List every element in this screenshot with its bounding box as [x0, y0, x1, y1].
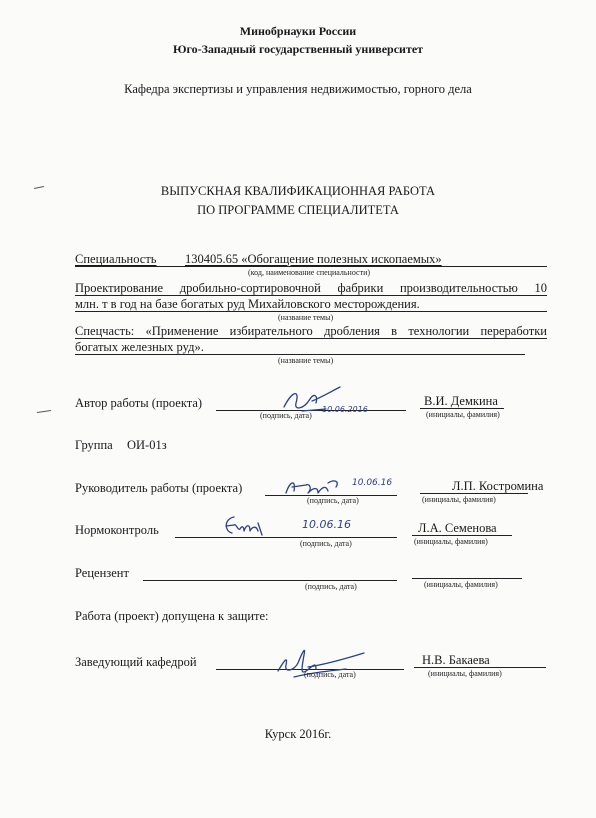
author-sign-caption: (подпись, дата)	[260, 411, 312, 420]
special-part-line2: богатых железных руд».	[75, 340, 204, 354]
normcontrol-label: Нормоконтроль	[75, 523, 159, 537]
group-value: ОИ-01з	[127, 438, 167, 452]
topic-line2: млн. т в год на базе богатых руд Михайловского месторождения.	[75, 297, 420, 311]
department-name: Кафедра экспертизы и управления недвижимостью, горного дела	[124, 82, 472, 96]
supervisor-name: Л.П. Костромина	[452, 479, 544, 493]
ministry-name: Минобрнауки России	[239, 24, 357, 38]
reviewer-signature-line	[143, 580, 397, 581]
head-name-caption: (инициалы, фамилия)	[428, 669, 502, 678]
normcontrol-name-underline	[412, 535, 512, 536]
author-date: 10.06.2016	[322, 405, 368, 414]
author-name-underline	[420, 408, 504, 409]
scan-artifact-mark	[37, 410, 51, 413]
special-part-caption: (название темы)	[278, 356, 334, 365]
document-title-line2: ПО ПРОГРАММЕ СПЕЦИАЛИТЕТА	[197, 203, 399, 217]
specialty-label: Специальность	[75, 252, 157, 266]
supervisor-name-caption: (инициалы, фамилия)	[422, 495, 496, 504]
special-part-underline-1	[75, 338, 547, 339]
head-name: Н.В. Бакаева	[422, 653, 490, 667]
document-title-line1: ВЫПУСКНАЯ КВАЛИФИКАЦИОННАЯ РАБОТА	[160, 184, 436, 198]
head-sign-caption: (подпись, дата)	[304, 670, 356, 679]
admission-text: Работа (проект) допущена к защите:	[75, 609, 269, 623]
topic-caption: (название темы)	[278, 313, 334, 322]
reviewer-name-line	[412, 578, 522, 579]
special-part-line1: Спецчасть: «Применение избирательного дробления в технологии переработки	[75, 324, 547, 338]
normcontrol-name-caption: (инициалы, фамилия)	[414, 537, 488, 546]
university-name: Юго-Западный государственный университет	[172, 42, 424, 56]
topic-underline-1	[75, 295, 547, 296]
specialty-value: 130405.65 «Обогащение полезных ископаемых»	[185, 252, 442, 266]
normcontrol-date: 10.06.16	[302, 518, 351, 531]
supervisor-date: 10.06.16	[352, 478, 393, 488]
topic-line1: Проектирование дробильно-сортировочной фабрики производительностью 10	[75, 281, 547, 295]
author-name-caption: (инициалы, фамилия)	[426, 410, 500, 419]
supervisor-sign-caption: (подпись, дата)	[307, 496, 359, 505]
topic-underline-2	[75, 311, 547, 312]
author-label: Автор работы (проекта)	[75, 396, 203, 410]
normcontrol-signature-line	[175, 537, 397, 538]
reviewer-sign-caption: (подпись, дата)	[305, 582, 357, 591]
supervisor-label: Руководитель работы (проекта)	[75, 481, 243, 495]
group-label: Группа	[75, 438, 113, 452]
special-part-underline-2	[75, 354, 525, 355]
head-label: Заведующий кафедрой	[75, 655, 197, 669]
place-year: Курск 2016г.	[264, 727, 332, 741]
normcontrol-name: Л.А. Семенова	[418, 521, 497, 535]
reviewer-name-caption: (инициалы, фамилия)	[424, 580, 498, 589]
specialty-caption: (код, наименование специальности)	[248, 268, 371, 277]
supervisor-name-underline	[420, 493, 528, 494]
normcontrol-signature	[222, 513, 266, 539]
head-name-underline	[414, 667, 546, 668]
author-name: В.И. Демкина	[424, 394, 498, 408]
specialty-underline	[75, 266, 547, 267]
reviewer-label: Рецензент	[75, 566, 129, 580]
normcontrol-sign-caption: (подпись, дата)	[300, 539, 352, 548]
